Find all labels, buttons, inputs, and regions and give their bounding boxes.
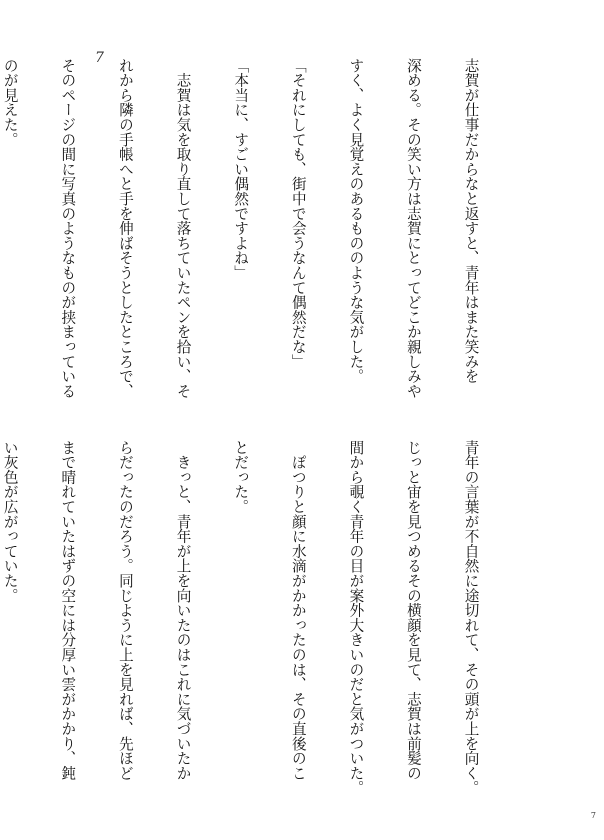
text-line: 間から覗く青年の目が案外大きいのだと気がついた。 [347,440,365,796]
text-line: じっと宙を見つめるその横顔を見て、志賀は前髪の [404,440,422,781]
lower-text-block [0,440,519,796]
text-line: きっと、青年が上を向いたのはこれに気づいたか [174,440,192,781]
text-line: そのページの間に写真のようなものが挟まっている [59,58,77,399]
text-line: まで晴れていたはずの空には分厚い雲がかかり、鈍 [59,440,77,781]
text-line: 青年の言葉が不自然に途切れて、その頭が上を向く。 [462,440,480,796]
text-line: らだったのだろう。同じように上を見れば、先ほど [116,440,134,781]
corner-page-number: 7 [590,811,596,820]
text-line: すく、よく見覚えのあるもののような気がした。 [347,58,365,384]
text-line: 「本当に、すごい偶然ですよね」 [232,58,250,280]
text-line: 志賀は気を取り直して落ちていたペンを拾い、そ [174,58,192,399]
text-line: 深める。その笑い方は志賀にとってどこか親しみや [404,58,422,399]
text-line: とだった。 [232,440,250,514]
page-number: 7 [95,50,104,66]
text-line: い灰色が広がっていた。 [1,440,19,603]
text-line: ぽつりと顔に水滴がかかったのは、その直後のこ [289,440,307,781]
upper-text-block [0,58,519,398]
text-line: 「それにしても、街中で会うなんて偶然だな」 [289,58,307,369]
text-line: のが見えた。 [1,58,19,147]
text-line: れから隣の手帳へと手を伸ばそうとしたところで、 [116,58,134,399]
text-line: 志賀が仕事だからなと返すと、青年はまた笑みを [462,58,480,384]
